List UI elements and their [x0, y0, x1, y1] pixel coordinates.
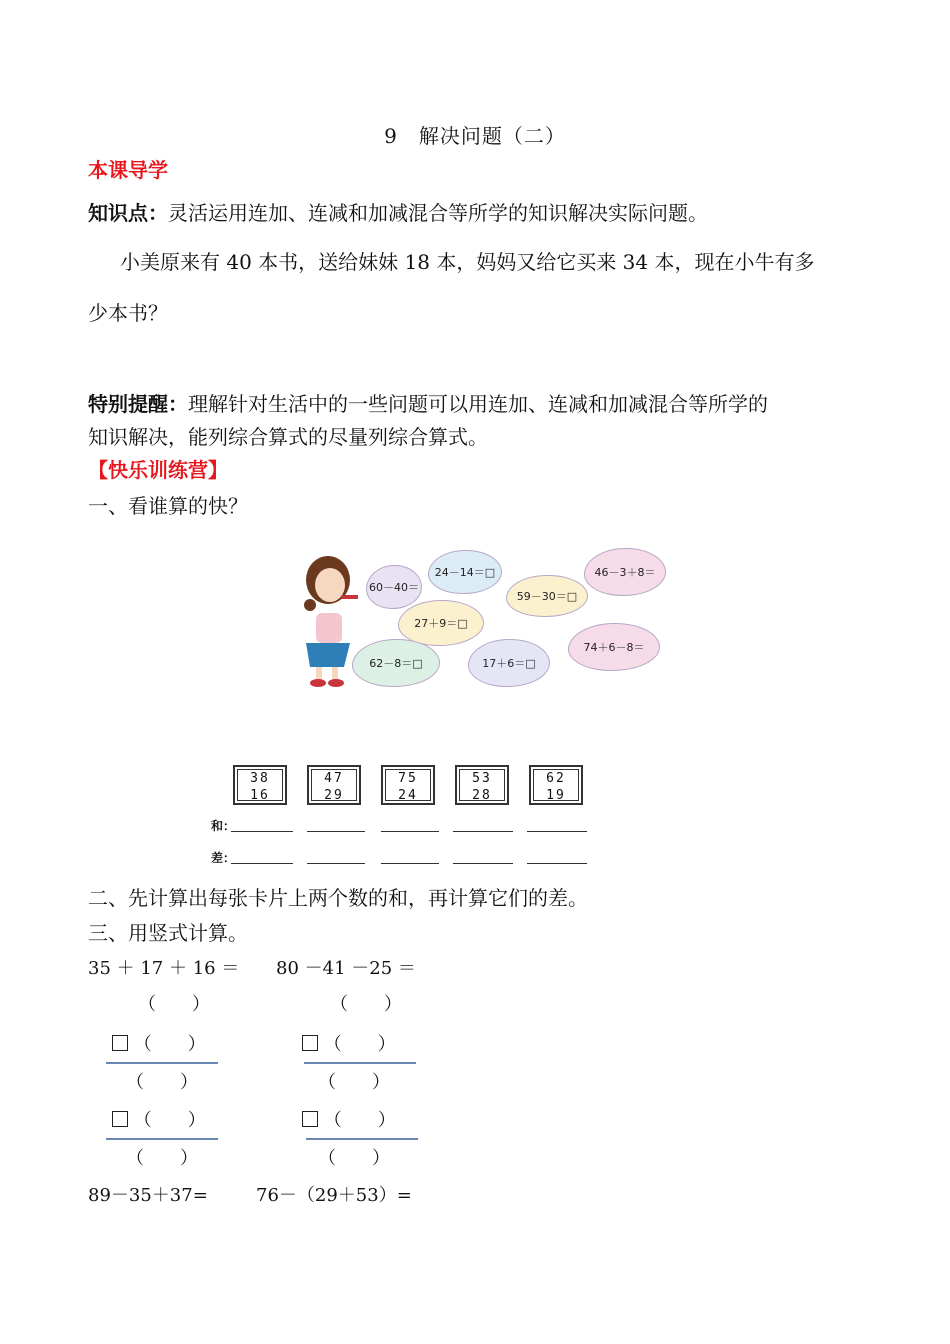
card-4	[455, 765, 509, 805]
operator-box[interactable]	[302, 1111, 318, 1127]
card-5-bottom: 19	[546, 788, 566, 803]
card-2-bottom: 29	[324, 788, 344, 803]
question-3: 三、用竖式计算。	[88, 921, 248, 945]
answer-blank[interactable]: （ ）	[330, 994, 402, 1015]
page-title: 9 解决问题（二）	[384, 124, 566, 148]
calc-line	[304, 1062, 416, 1064]
card-1	[233, 765, 287, 805]
card-2	[307, 765, 361, 805]
answer-blank[interactable]: （ ）	[138, 994, 210, 1015]
reminder-text-1: 理解针对生活中的一些问题可以用连加、连减和加减混合等所学的	[188, 392, 768, 416]
diff-answer-line[interactable]	[231, 863, 293, 864]
card-5	[529, 765, 583, 805]
answer-blank[interactable]: （ ）	[133, 1110, 206, 1131]
operator-row	[302, 1030, 396, 1056]
operator-box[interactable]	[112, 1035, 128, 1051]
card-1-bottom: 16	[250, 788, 270, 803]
bubble-4: 59－30＝□	[506, 575, 588, 617]
bubble-7: 62－8＝□	[352, 639, 440, 687]
answer-blank[interactable]: （ ）	[323, 1034, 396, 1055]
bubble-3: 46－3＋8＝	[584, 548, 666, 596]
operator-row	[112, 1030, 206, 1056]
card-3-bottom: 24	[398, 788, 418, 803]
section-training-heading: 【快乐训练营】	[88, 458, 228, 482]
problem-line-2: 少本书？	[88, 301, 168, 325]
expression-4: 76－（29＋53）=	[256, 1185, 412, 1206]
sum-answer-line[interactable]	[453, 831, 513, 832]
operator-row	[112, 1106, 206, 1132]
expression-2: 80 －41 －25 ＝	[276, 958, 416, 979]
expression-3: 89－35＋37=	[88, 1185, 208, 1206]
bubble-8: 17＋6＝□	[468, 639, 550, 687]
operator-box[interactable]	[112, 1111, 128, 1127]
knowledge-paragraph	[88, 197, 868, 226]
reminder-label: 特别提醒：	[88, 392, 188, 416]
diff-answer-line[interactable]	[453, 863, 513, 864]
answer-blank[interactable]: （ ）	[133, 1034, 206, 1055]
bubble-5: 27＋9＝□	[398, 600, 484, 646]
question-2: 二、先计算出每张卡片上两个数的和，再计算它们的差。	[88, 886, 588, 910]
card-4-bottom: 28	[472, 788, 492, 803]
diff-answer-line[interactable]	[381, 863, 439, 864]
diff-answer-line[interactable]	[307, 863, 365, 864]
knowledge-label: 知识点：	[88, 201, 168, 225]
bubble-2: 24－14＝□	[428, 550, 502, 594]
card-3-top: 75	[398, 771, 418, 786]
operator-box[interactable]	[302, 1035, 318, 1051]
sum-answer-line[interactable]	[231, 831, 293, 832]
calc-line	[306, 1138, 418, 1140]
expression-1: 35 ＋ 17 ＋ 16 ＝	[88, 958, 240, 979]
card-4-top: 53	[472, 771, 492, 786]
operator-row	[302, 1106, 396, 1132]
card-5-top: 62	[546, 771, 566, 786]
calc-line	[106, 1138, 218, 1140]
reminder-line-2: 知识解决，能列综合算式的尽量列综合算式。	[88, 425, 488, 449]
sum-answer-line[interactable]	[381, 831, 439, 832]
answer-blank[interactable]: （ ）	[126, 1072, 198, 1093]
card-1-top: 38	[250, 771, 270, 786]
answer-blank[interactable]: （ ）	[323, 1110, 396, 1131]
problem-line-1: 小美原来有 40 本书，送给妹妹 18 本，妈妈又给它买来 34 本，现在小牛有多	[120, 250, 815, 274]
diff-answer-line[interactable]	[527, 863, 587, 864]
bubble-1: 60－40＝	[366, 565, 422, 609]
reminder-line-1	[88, 388, 868, 417]
calc-line	[106, 1062, 218, 1064]
bubble-6: 74＋6－8＝	[568, 623, 660, 671]
bubble-illustration	[288, 535, 683, 695]
section-guide-heading: 本课导学	[88, 158, 168, 182]
question-1: 一、看谁算的快？	[88, 494, 248, 518]
knowledge-text: 灵活运用连加、连减和加减混合等所学的知识解决实际问题。	[168, 201, 708, 225]
answer-blank[interactable]: （ ）	[126, 1148, 198, 1169]
answer-blank[interactable]: （ ）	[318, 1148, 390, 1169]
number-cards	[207, 765, 592, 870]
sum-label: 和：	[211, 819, 236, 833]
sum-answer-line[interactable]	[527, 831, 587, 832]
sum-answer-line[interactable]	[307, 831, 365, 832]
card-3	[381, 765, 435, 805]
diff-label: 差：	[211, 851, 236, 865]
answer-blank[interactable]: （ ）	[318, 1072, 390, 1093]
card-2-top: 47	[324, 771, 344, 786]
